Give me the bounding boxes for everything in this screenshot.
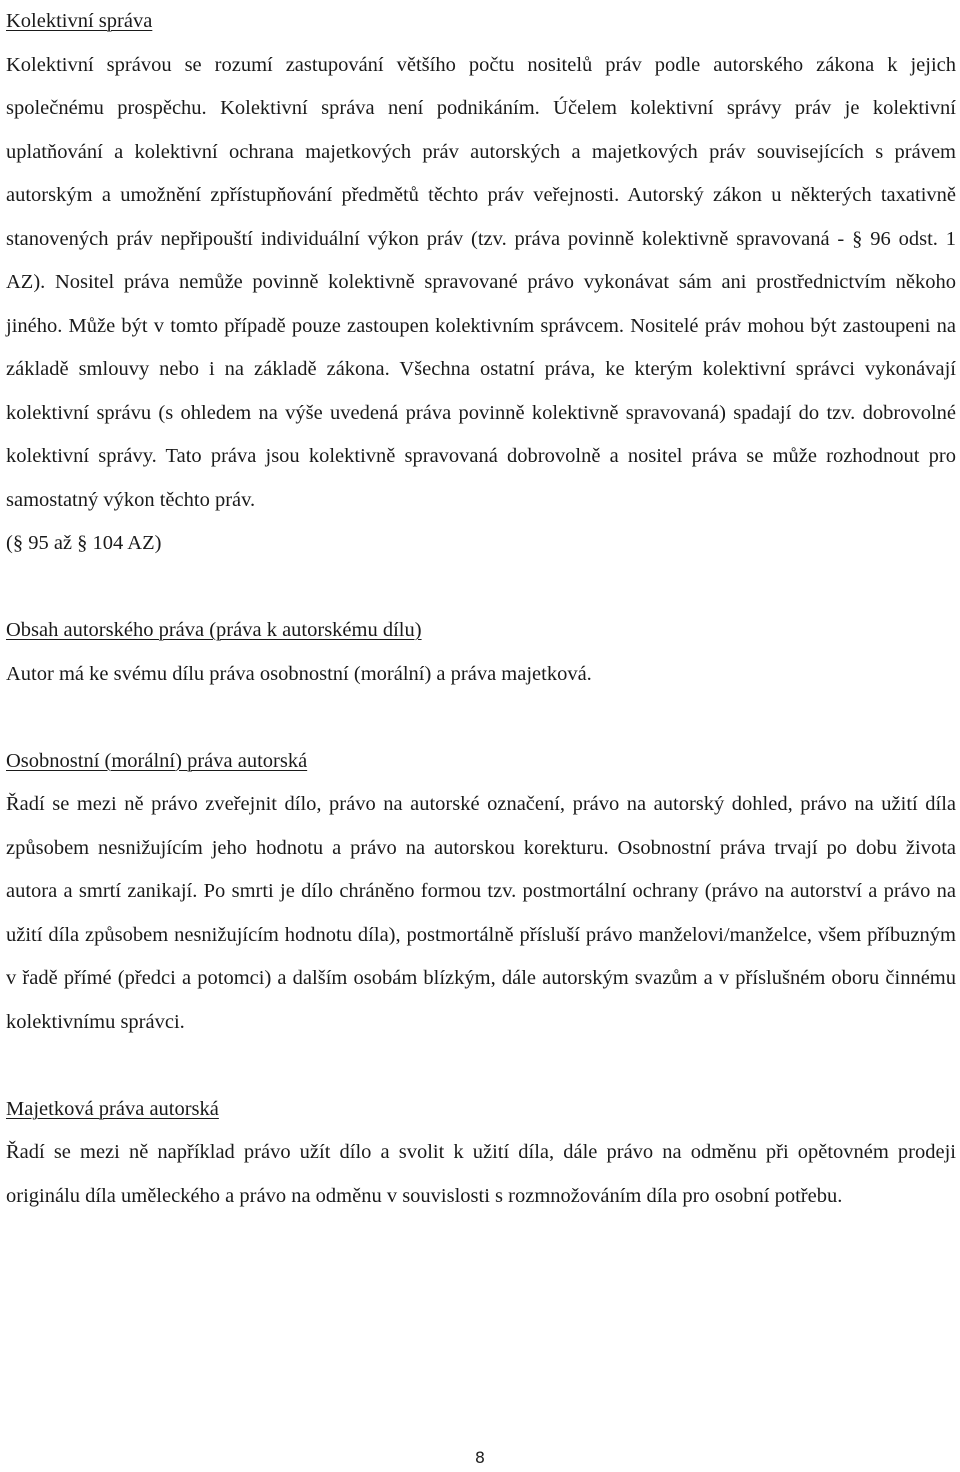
paragraph: Řadí se mezi ně právo zveřejnit dílo, právo na autorské označení, právo na autorský dohled, právo na užití díla způsobem nesnižujícím jeho hodnotu a právo na autorskou korekturu. Osobnostní práva trvají po dobu života autora a smrtí zanikají. Po smrti je dílo chráněno formou tzv. postmortální ochrany (právo na autorství a právo na užití díla způsobem nesnižujícím hodnotu díla), postmortálně přísluší právo manželovi/manželce, všem příbuzným v řadě přímé (předci a potomci) a dalším osobám blízkým, dále autorským svazům a v příslušném oboru činnému kolektivnímu správci.	[6, 793, 956, 1033]
section-heading: Obsah autorského práva (práva k autorskému dílu)	[6, 619, 422, 641]
spacer	[6, 566, 956, 610]
section-obsah-autorskeho-prava	[6, 609, 956, 696]
section-heading: Kolektivní správa	[6, 10, 153, 32]
paragraph: Kolektivní správou se rozumí zastupování většího počtu nositelů práv podle autorského zákona k jejich společnému prospěchu. Kolektivní správa není podnikáním. Účelem kolektivní správy práv je kolektivní uplatňování a kolektivní ochrana majetkových práv autorských a majetkových práv souvisejících s právem autorským a umožnění zpřístupňování předmětů těchto práv veřejnosti. Autorský zákon u některých taxativně stanovených práv nepřipouští individuální výkon práv (tzv. práva povinně kolektivně spravovaná - § 96 odst. 1 AZ). Nositel práva nemůže povinně kolektivně spravované právo vykonávat sám ani prostřednictvím někoho jiného. Může být v tomto případě pouze zastoupen kolektivním správcem. Nositelé práv mohou být zastoupeni na základě smlouvy nebo i na základě zákona. Všechna ostatní práva, ke kterým kolektivní správci vykonávají kolektivní správu (s ohledem na výše uvedená práva povinně kolektivně spravovaná) spadají do tzv. dobrovolné kolektivní správy. Tato práva jsou kolektivně spravovaná dobrovolně a nositel práva se může rozhodnout pro samostatný výkon těchto práv.	[6, 53, 956, 511]
section-heading: Majetková práva autorská	[6, 1097, 219, 1120]
spacer	[6, 696, 956, 740]
section-osobnostni-prava	[6, 740, 956, 1045]
section-kolektivni-sprava	[6, 0, 956, 566]
section-heading: Osobnostní (morální) práva autorská	[6, 749, 308, 772]
page-number: 8	[474, 1448, 486, 1467]
paragraph-citation: (§ 95 až § 104 AZ)	[6, 532, 162, 554]
paragraph: Řadí se mezi ně například právo užít dílo a svolit k užití díla, dále právo na odměnu při opětovném prodeji originálu díla uměleckého a právo na odměnu v souvislosti s rozmnožováním díla pro osobní potřebu.	[6, 1141, 956, 1207]
document-page	[6, 0, 956, 1218]
section-majetkova-prava	[6, 1088, 956, 1219]
spacer	[6, 1044, 956, 1088]
paragraph: Autor má ke svému dílu práva osobnostní (morální) a práva majetková.	[6, 662, 592, 685]
